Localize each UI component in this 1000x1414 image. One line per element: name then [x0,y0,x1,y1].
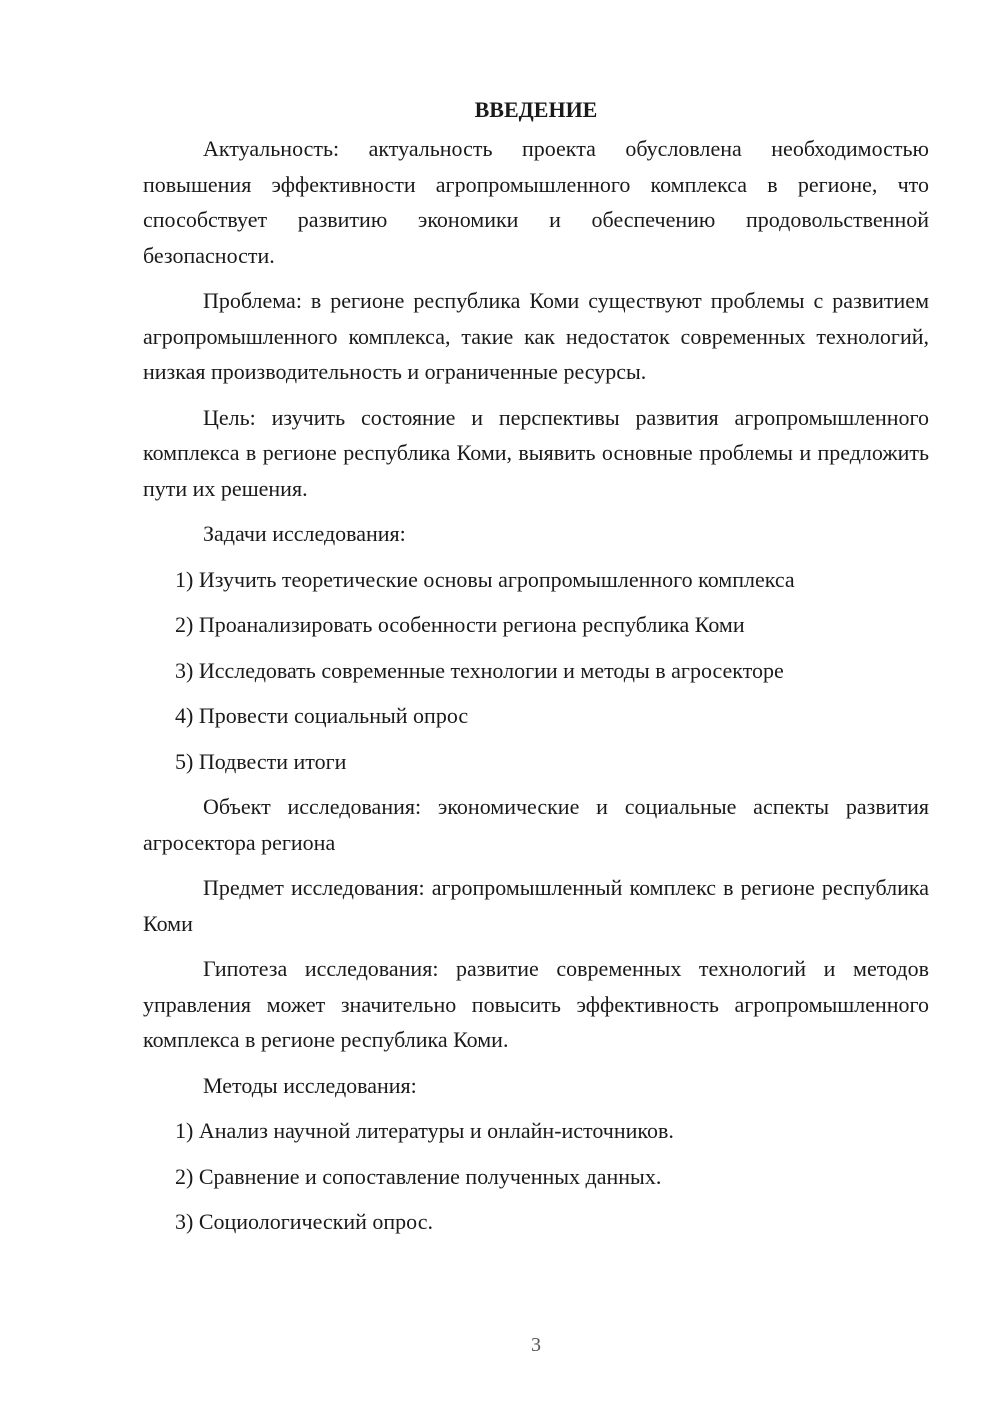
task-item: 3) Исследовать современные технологии и методы в агросекторе [175,657,784,683]
method-item: 2) Сравнение и сопоставление полученных данных. [175,1163,662,1189]
tasks-label: Задачи исследования: [203,521,406,546]
goal-paragraph: Цель: изучить состояние и перспективы развития агропромышленного комплекса в регионе республика Коми, выявить основные проблемы и предложить пути их решения. [143,404,929,501]
method-item: 3) Социологический опрос. [175,1209,433,1234]
tasks-list [143,562,929,780]
task-item: 1) Изучить теоретические основы агропромышленного комплекса [175,566,795,592]
method-item: 1) Анализ научной литературы и онлайн-источников. [175,1118,674,1143]
object-paragraph: Объект исследования: экономические и социальные аспекты развития агросектора региона [143,794,929,855]
hypothesis-paragraph: Гипотеза исследования: развитие современных технологий и методов управления может значительно повысить эффективность агропромышленного комплекса в регионе республика Коми. [143,956,929,1052]
relevance-paragraph: Актуальность: актуальность проекта обусловлена необходимостью повышения эффективности агропромышленного комплекса в регионе, что способствует развитию экономики и обеспечению продовольственной безопасности. [143,136,929,268]
methods-list [143,1113,929,1240]
subject-paragraph: Предмет исследования: агропромышленный комплекс в регионе республика Коми [143,875,929,936]
document-page [143,95,929,1250]
methods-label: Методы исследования: [203,1072,417,1098]
problem-paragraph: Проблема: в регионе республика Коми существуют проблемы с развитием агропромышленного комплекса, такие как недостаток современных технологий, низкая производительность и ограниченные ресурсы. [143,288,929,384]
task-item: 2) Проанализировать особенности региона республика Коми [175,612,745,637]
page-number: 3 [531,1334,541,1356]
task-item: 5) Подвести итоги [175,748,347,774]
task-item: 4) Провести социальный опрос [175,703,469,728]
document-heading: ВВЕДЕНИЕ [474,97,598,122]
